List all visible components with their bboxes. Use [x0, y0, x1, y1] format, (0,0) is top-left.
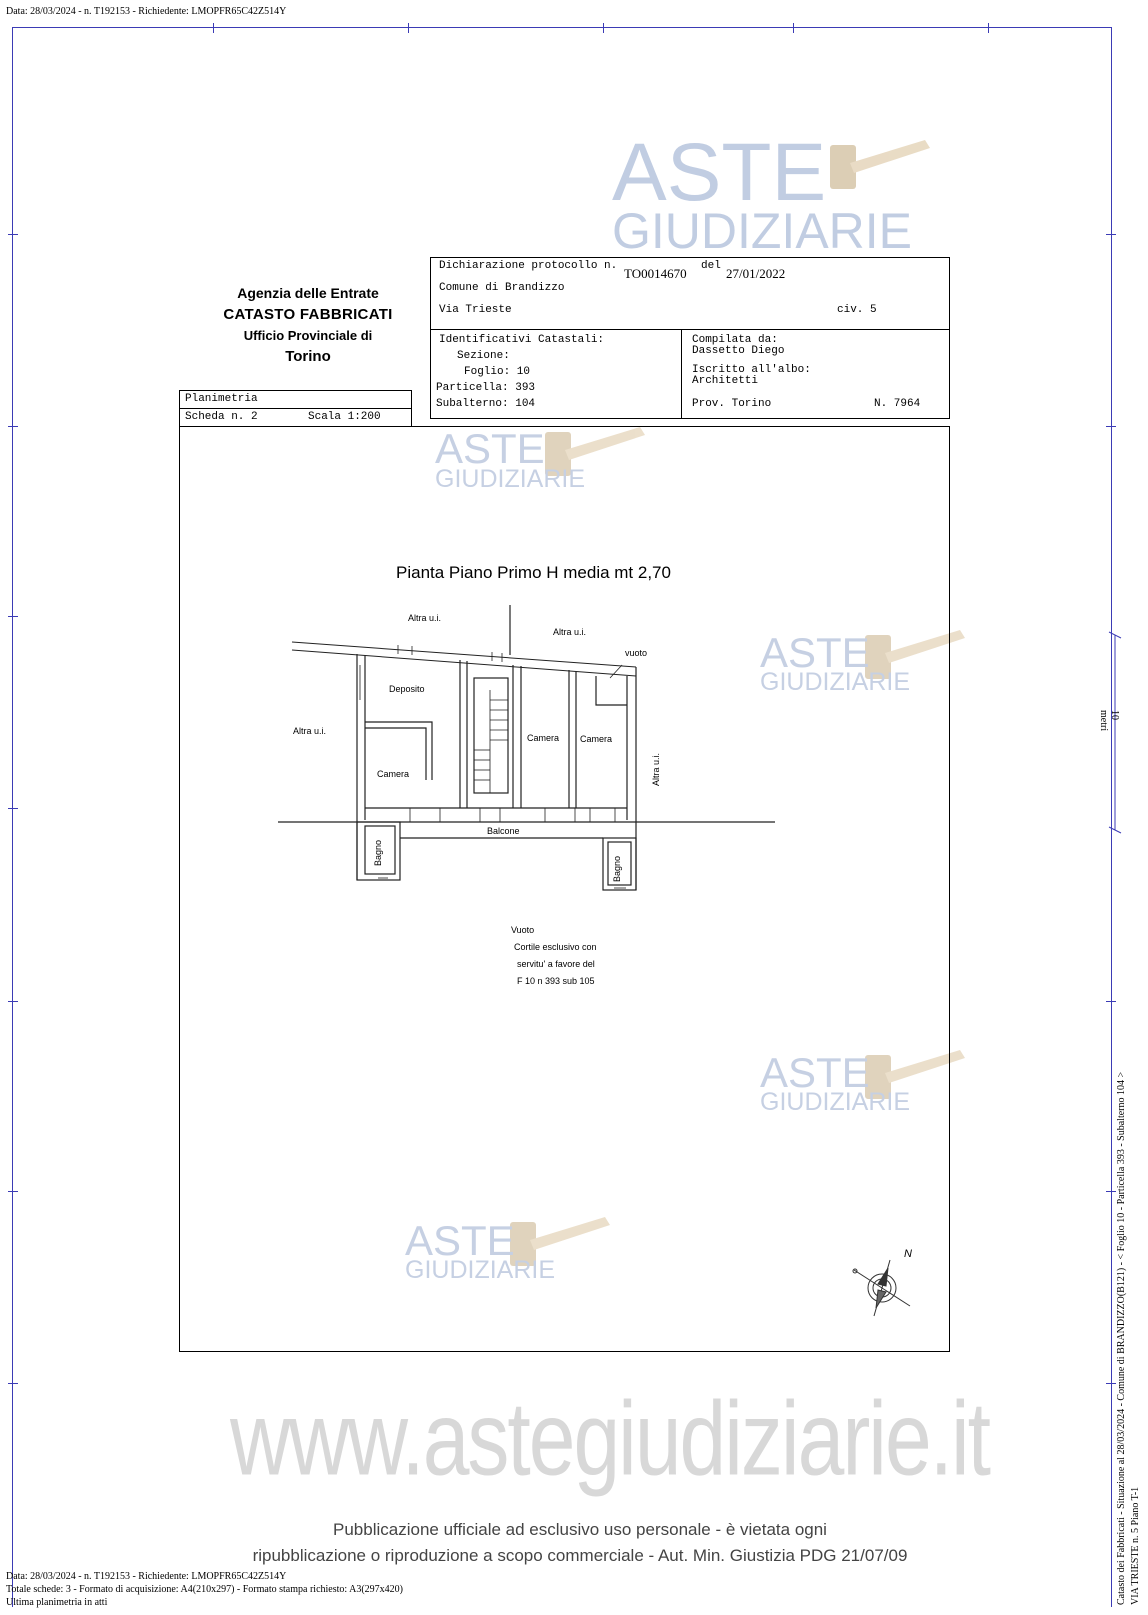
scale-label: 10 metri — [1098, 710, 1120, 732]
publication-notice — [200, 1517, 960, 1569]
side-text-2: VIA TRIESTE n. 5 Piano T-1 — [1130, 1486, 1141, 1605]
scala: Scala 1:200 — [308, 411, 381, 423]
courtyard-line-3: servitu' a favore del — [517, 959, 595, 969]
label-bagno-1: Bagno — [373, 839, 383, 866]
particella: Particella: 393 — [436, 382, 536, 394]
label-altra-top2: Altra u.i. — [553, 627, 587, 637]
agency-catasto: CATASTO FABBRICATI — [223, 306, 393, 323]
subalterno: Subalterno: 104 — [436, 398, 536, 410]
header-line: Data: 28/03/2024 - n. T192153 - Richiedente: LMOPFR65C42Z514Y — [6, 6, 287, 17]
svg-text:GIUDIZIARIE: GIUDIZIARIE — [760, 1088, 911, 1116]
plan-title: Pianta Piano Primo H media mt 2,70 — [396, 563, 671, 582]
compilata-name: Dassetto Diego — [692, 345, 785, 357]
foglio: Foglio: 10 — [464, 366, 531, 378]
date-label: del — [701, 260, 721, 272]
side-text-1: Catasto dei Fabbricati - Situazione al 28/03/2024 - Comune di BRANDIZZO(B121) - < Foglio 10 - Particella 393 - Subalterno 104 > — [1116, 1071, 1127, 1605]
footer-line-2: Totale schede: 3 - Formato di acquisizione: A4(210x297) - Formato stampa richiesto: A3(297x420) — [6, 1584, 403, 1595]
agency-city: Torino — [285, 348, 331, 365]
footer — [6, 1570, 403, 1609]
label-bagno-2: Bagno — [612, 855, 622, 882]
svg-text:GIUDIZIARIE: GIUDIZIARIE — [612, 203, 913, 259]
svg-text:ASTE: ASTE — [760, 1049, 870, 1096]
sezione: Sezione: — [457, 350, 510, 362]
label-balcone: Balcone — [487, 826, 520, 836]
civ: civ. 5 — [837, 304, 877, 316]
label-camera-2: Camera — [527, 733, 560, 743]
compass-icon — [853, 1260, 910, 1316]
watermark-url: www.astegiudiziarie.it — [230, 1379, 990, 1497]
label-vuoto: vuoto — [625, 648, 648, 658]
date-value: 27/01/2022 — [726, 266, 786, 281]
courtyard-line-2: Cortile esclusivo con — [514, 942, 597, 952]
svg-text:GIUDIZIARIE: GIUDIZIARIE — [405, 1256, 556, 1284]
brand-line1: ASTE — [612, 127, 827, 218]
agency-office: Ufficio Provinciale di — [243, 328, 373, 343]
courtyard-line-4: F 10 n 393 sub 105 — [517, 976, 595, 986]
svg-text:GIUDIZIARIE: GIUDIZIARIE — [760, 668, 911, 696]
label-altra-right: Altra u.i. — [651, 752, 661, 786]
planimetria-title: Planimetria — [185, 393, 258, 405]
courtyard-line-1: Vuoto — [511, 925, 535, 935]
identificativi-title: Identificativi Catastali: — [439, 334, 605, 346]
protocol-label: Dichiarazione protocollo n. — [439, 260, 618, 272]
label-deposito: Deposito — [389, 684, 425, 694]
svg-text:ASTE: ASTE — [435, 425, 545, 472]
svg-text:ASTE: ASTE — [760, 629, 870, 676]
footer-line-1: Data: 28/03/2024 - n. T192153 - Richiedente: LMOPFR65C42Z514Y — [6, 1571, 287, 1582]
label-camera-3: Camera — [580, 734, 613, 744]
svg-text:GIUDIZIARIE: GIUDIZIARIE — [435, 465, 586, 493]
compass-n: N — [904, 1248, 912, 1260]
label-camera-1: Camera — [377, 769, 410, 779]
agency-name: Agenzia delle Entrate — [237, 285, 379, 301]
footer-line-3: Ultima planimetria in atti — [6, 1597, 108, 1608]
publication-line-1: Pubblicazione ufficiale ad esclusivo uso personale - è vietata ogni — [333, 1520, 827, 1539]
scheda: Scheda n. 2 — [185, 411, 258, 423]
comune: Comune di Brandizzo — [439, 282, 565, 294]
compilata-label: Compilata da: — [692, 334, 778, 346]
protocol-value: TO0014670 — [624, 266, 687, 281]
label-altra-left: Altra u.i. — [293, 726, 327, 736]
albo-value: Architetti — [692, 375, 759, 387]
prov: Prov. Torino — [692, 398, 772, 410]
albo-number: N. 7964 — [874, 398, 921, 410]
via: Via Trieste — [439, 304, 512, 316]
svg-text:ASTE: ASTE — [405, 1217, 515, 1264]
albo-label: Iscritto all'albo: — [692, 364, 811, 376]
publication-line-2: ripubblicazione o riproduzione a scopo commerciale - Aut. Min. Giustizia PDG 21/07/09 — [252, 1546, 908, 1565]
label-altra-top1: Altra u.i. — [408, 613, 442, 623]
courtyard-note — [511, 922, 597, 990]
